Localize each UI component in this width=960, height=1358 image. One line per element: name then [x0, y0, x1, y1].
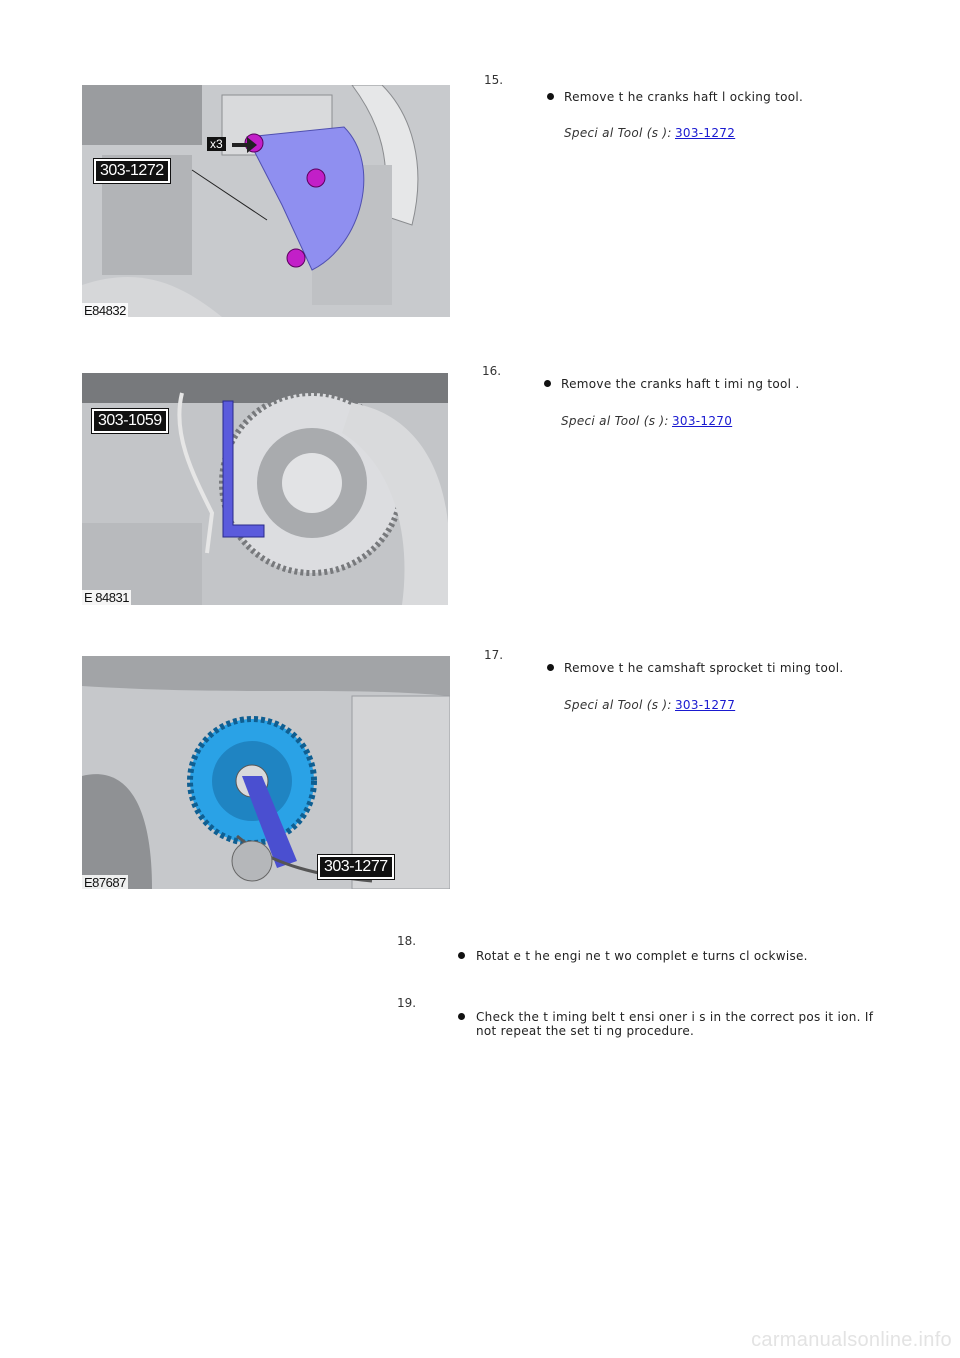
engine-illustration-1 [82, 85, 450, 317]
special-tool-label: Speci al Tool (s ): [561, 414, 669, 428]
engine-illustration-2 [82, 373, 448, 605]
figure-crankshaft-timing-tool [82, 373, 448, 605]
step-number: 16. [482, 364, 502, 378]
step-instruction-line2: not repeat the set ti ng procedure. [476, 1024, 695, 1038]
quantity-marker: x3 [207, 137, 226, 151]
step-instruction: Remove the cranks haft t imi ng tool . [561, 377, 800, 391]
bullet-icon [544, 380, 551, 387]
engine-illustration-3 [82, 656, 450, 889]
figure-crankshaft-locking-tool [82, 85, 450, 317]
tool-callout: 303-1277 [318, 855, 394, 879]
watermark: carmanualsonline.info [751, 1329, 952, 1351]
step-number: 18. [397, 934, 417, 948]
bullet-icon [547, 93, 554, 100]
step-instruction-line1: Check the t iming belt t ensi oner i s in the correct pos it ion. If [476, 1010, 874, 1024]
step-number: 19. [397, 996, 417, 1010]
step-instruction: Remove t he camshaft sprocket ti ming tool. [564, 661, 844, 675]
figure-code: E87687 [84, 875, 126, 889]
step-number: 15. [484, 73, 504, 87]
bullet-icon [547, 664, 554, 671]
bullet-icon [458, 952, 465, 959]
tool-callout: 303-1272 [94, 159, 170, 183]
figure-code: E84832 [84, 303, 126, 317]
special-tool-link[interactable]: 303-1270 [672, 414, 733, 428]
special-tool-label: Speci al Tool (s ): [564, 126, 672, 140]
bullet-icon [458, 1013, 465, 1020]
step-instruction: Rotat e t he engi ne t wo complet e turns cl ockwise. [476, 949, 808, 963]
figure-camshaft-sprocket-tool [82, 656, 450, 889]
step-instruction: Remove t he cranks haft l ocking tool. [564, 90, 804, 104]
special-tool-label: Speci al Tool (s ): [564, 698, 672, 712]
special-tool-link[interactable]: 303-1277 [675, 698, 736, 712]
special-tool-link[interactable]: 303-1272 [675, 126, 736, 140]
figure-code: E 84831 [84, 590, 129, 605]
step-number: 17. [484, 648, 504, 662]
tool-callout: 303-1059 [92, 409, 168, 433]
